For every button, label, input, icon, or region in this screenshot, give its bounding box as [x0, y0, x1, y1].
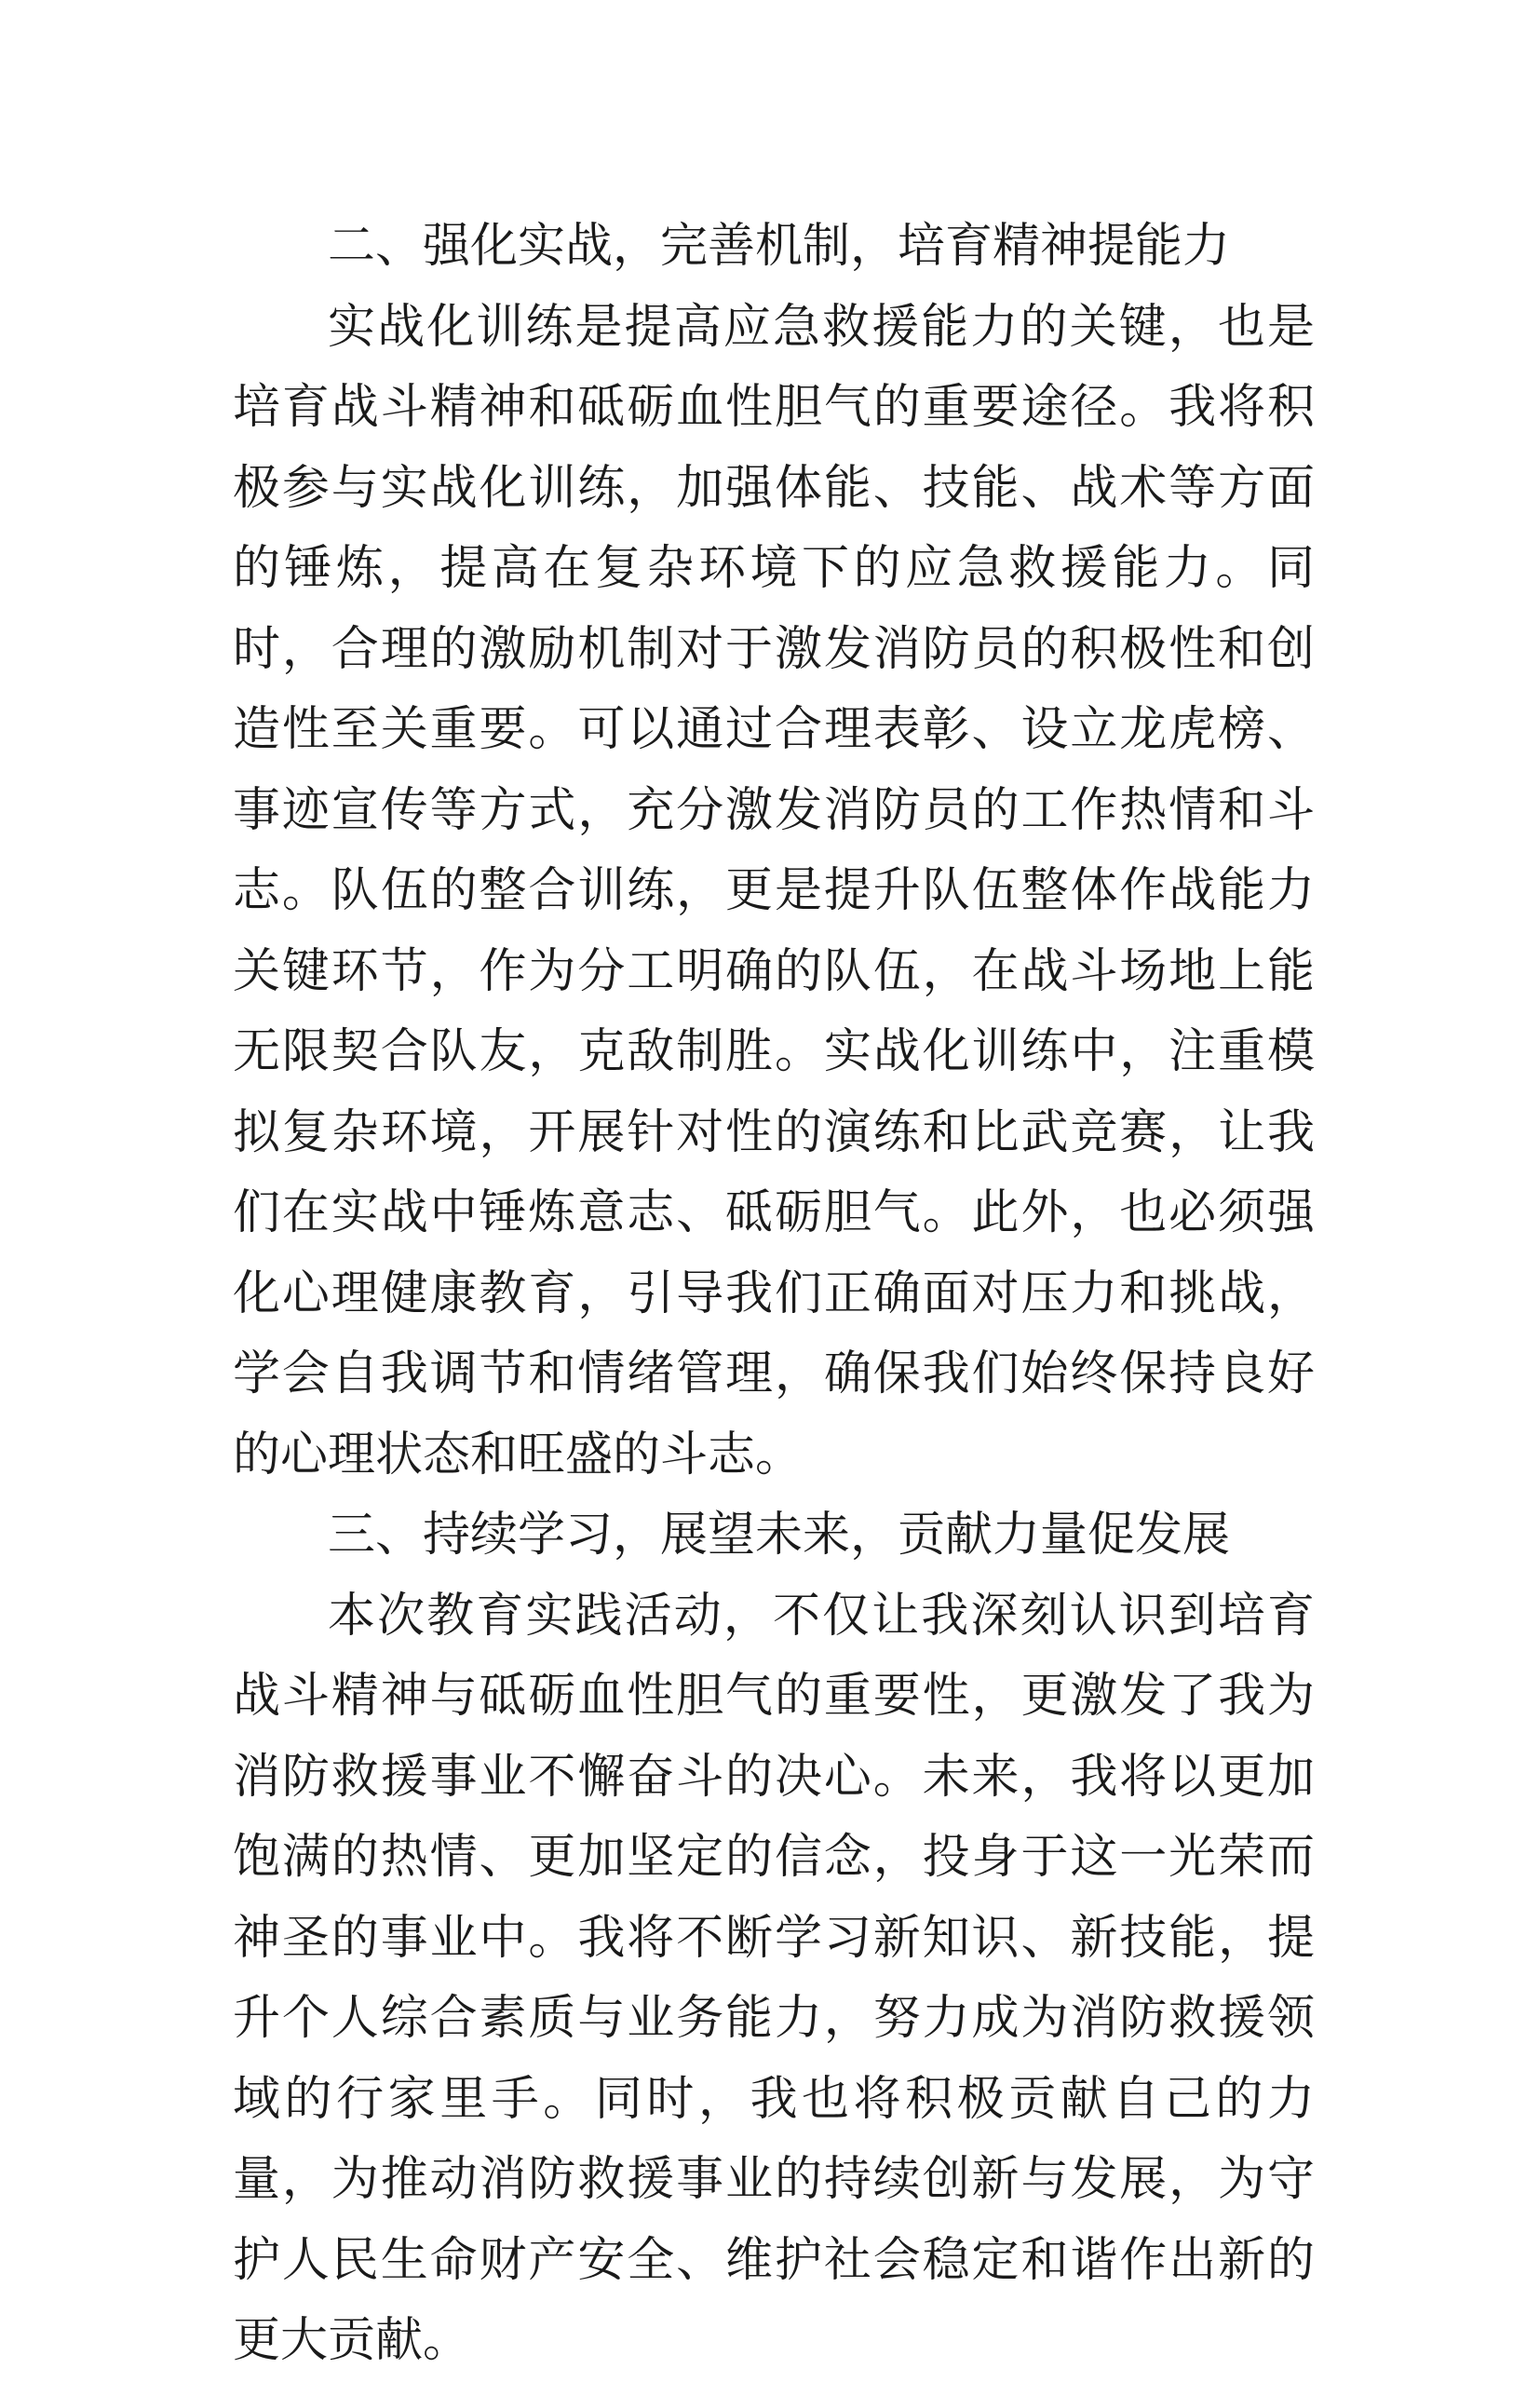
- section-heading-3: 三、持续学习，展望未来，贡献力量促发展: [328, 1508, 1231, 1563]
- section-heading-2: 二、强化实战，完善机制，培育精神提能力: [328, 219, 1231, 274]
- document-body: [233, 207, 1315, 2382]
- section-3-paragraph: 本次教育实践活动，不仅让我深刻认识到培育战斗精神与砥砺血性胆气的重要性，更激发了我为消防救援事业不懈奋斗的决心。未来，我将以更加饱满的热情、更加坚定的信念，投身于这一光荣而神圣的事业中。我将不断学习新知识、新技能，提升个人综合素质与业务能力，努力成为消防救援领域的行家里手。同时，我也将积极贡献自己的力量，为推动消防救援事业的持续创新与发展，为守护人民生命财产安全、维护社会稳定和谐作出新的更大贡献。: [233, 1588, 1315, 2368]
- section-2-paragraph: 实战化训练是提高应急救援能力的关键，也是培育战斗精神和砥砺血性胆气的重要途径。我将积极参与实战化训练，加强体能、技能、战术等方面的锤炼，提高在复杂环境下的应急救援能力。同时，合理的激励机制对于激发消防员的积极性和创造性至关重要。可以通过合理表彰、设立龙虎榜、事迹宣传等方式，充分激发消防员的工作热情和斗志。队伍的整合训练，更是提升队伍整体作战能力关键环节，作为分工明确的队伍，在战斗场地上能无限契合队友，克敌制胜。实战化训练中，注重模拟复杂环境，开展针对性的演练和比武竞赛，让我们在实战中锤炼意志、砥砺胆气。此外，也必须强化心理健康教育，引导我们正确面对压力和挑战，学会自我调节和情绪管理，确保我们始终保持良好的心理状态和旺盛的斗志。: [233, 299, 1315, 1482]
